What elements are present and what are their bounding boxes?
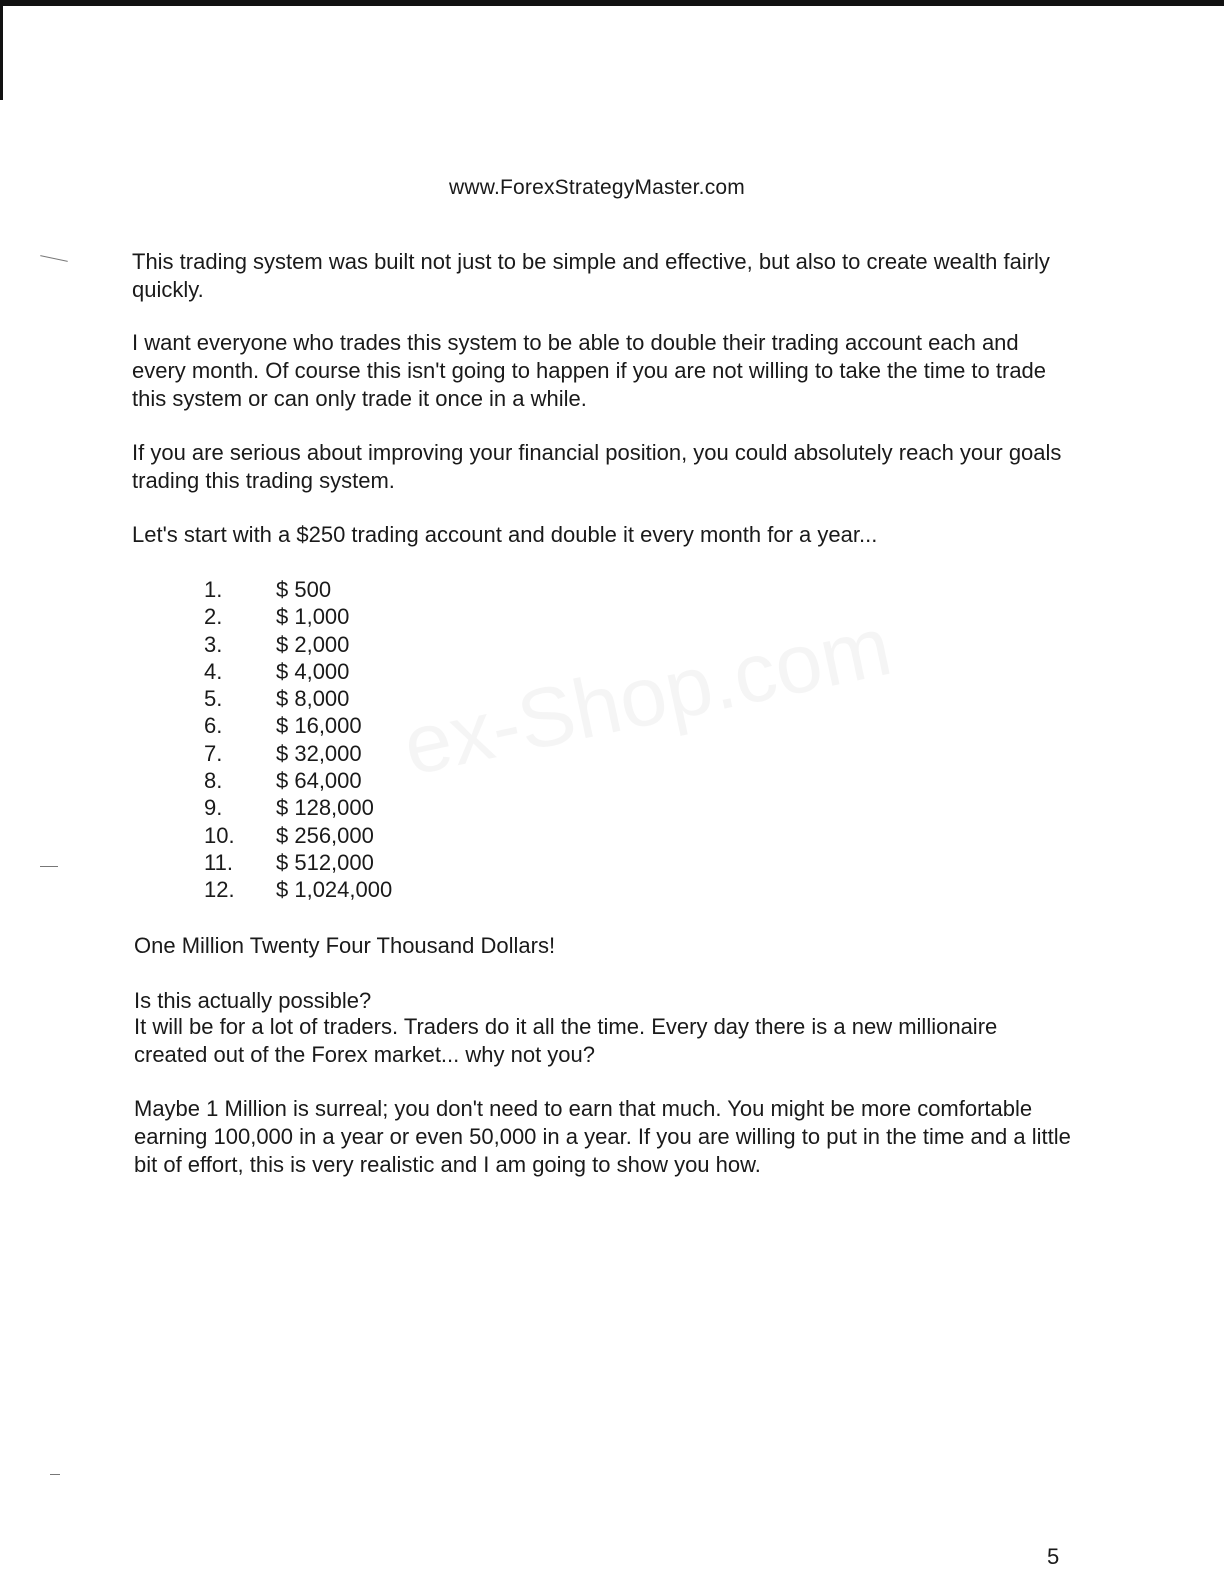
list-item-number: 1. xyxy=(204,577,223,602)
list-item-amount: $ 500 xyxy=(276,577,332,602)
list-item-number: 4. xyxy=(204,658,223,684)
list-item xyxy=(204,576,392,603)
list-item xyxy=(204,631,392,658)
list-item xyxy=(204,740,392,767)
page-header-url: www.ForexStrategyMaster.com xyxy=(449,176,745,199)
list-item-number: 10. xyxy=(204,822,235,848)
list-item-amount: $ 16,000 xyxy=(276,713,362,739)
closing-paragraph: Maybe 1 Million is surreal; you don't need to earn that much. You might be more comfortable earning 100,000 in a year or even 50,000 in a year. If you are willing to put in the time and a little bit of effort, this is very realistic and I am going to show you how. xyxy=(134,1096,1071,1177)
scan-border-left xyxy=(0,0,3,100)
page-number: 5 xyxy=(1047,1544,1060,1569)
list-item-amount: $ 8,000 xyxy=(276,686,350,712)
list-item-number: 12. xyxy=(204,877,235,903)
list-item-amount: $ 256,000 xyxy=(276,822,374,848)
list-item-number: 7. xyxy=(204,740,223,766)
list-item-number: 9. xyxy=(204,795,223,821)
intro-paragraph: This trading system was built not just to be simple and effective, but also to create wealth fairly quickly. xyxy=(132,249,1050,302)
start-paragraph: Let's start with a $250 trading account and double it every month for a year... xyxy=(132,522,878,547)
list-item-number: 6. xyxy=(204,713,223,739)
list-item-amount: $ 32,000 xyxy=(276,740,362,766)
possible-answer: It will be for a lot of traders. Traders do it all the time. Every day there is a new millionaire created out of the Forex market... why not you? xyxy=(134,1014,998,1067)
list-item-number: 8. xyxy=(204,768,223,794)
list-item xyxy=(204,876,392,903)
scan-artifact-mark xyxy=(40,255,68,262)
scan-artifact-mark xyxy=(40,866,58,867)
list-item-amount: $ 64,000 xyxy=(276,768,362,794)
list-item-amount: $ 1,000 xyxy=(276,604,350,630)
list-item xyxy=(204,849,392,876)
list-item-amount: $ 4,000 xyxy=(276,658,350,684)
scan-artifact-mark xyxy=(50,1474,60,1475)
list-item xyxy=(204,603,392,630)
list-item-amount: $ 128,000 xyxy=(276,795,374,821)
list-item xyxy=(204,685,392,712)
list-item xyxy=(204,712,392,739)
million-statement: One Million Twenty Four Thousand Dollars! xyxy=(134,933,556,958)
list-item-number: 3. xyxy=(204,631,223,657)
scan-border-top xyxy=(0,0,1224,6)
list-item-amount: $ 512,000 xyxy=(276,849,374,875)
list-item-number: 11. xyxy=(204,849,233,875)
watermark xyxy=(395,597,899,795)
list-item-amount: $ 2,000 xyxy=(276,631,350,657)
goal-paragraph: I want everyone who trades this system to be able to double their trading account each and every month. Of course this isn't going to happen if you are not willing to take the time to trade this system or can only trade it once in a while. xyxy=(132,330,1047,411)
list-item-amount: $ 1,024,000 xyxy=(276,877,393,903)
list-item xyxy=(204,767,392,794)
list-item xyxy=(204,822,392,849)
list-item-number: 5. xyxy=(204,686,223,712)
possible-question: Is this actually possible? xyxy=(134,988,372,1013)
growth-list xyxy=(204,576,392,904)
serious-paragraph: If you are serious about improving your financial position, you could absolutely reach your goals trading this trading system. xyxy=(132,440,1062,493)
list-item-number: 2. xyxy=(204,604,223,630)
list-item xyxy=(204,658,392,685)
list-item xyxy=(204,794,392,821)
